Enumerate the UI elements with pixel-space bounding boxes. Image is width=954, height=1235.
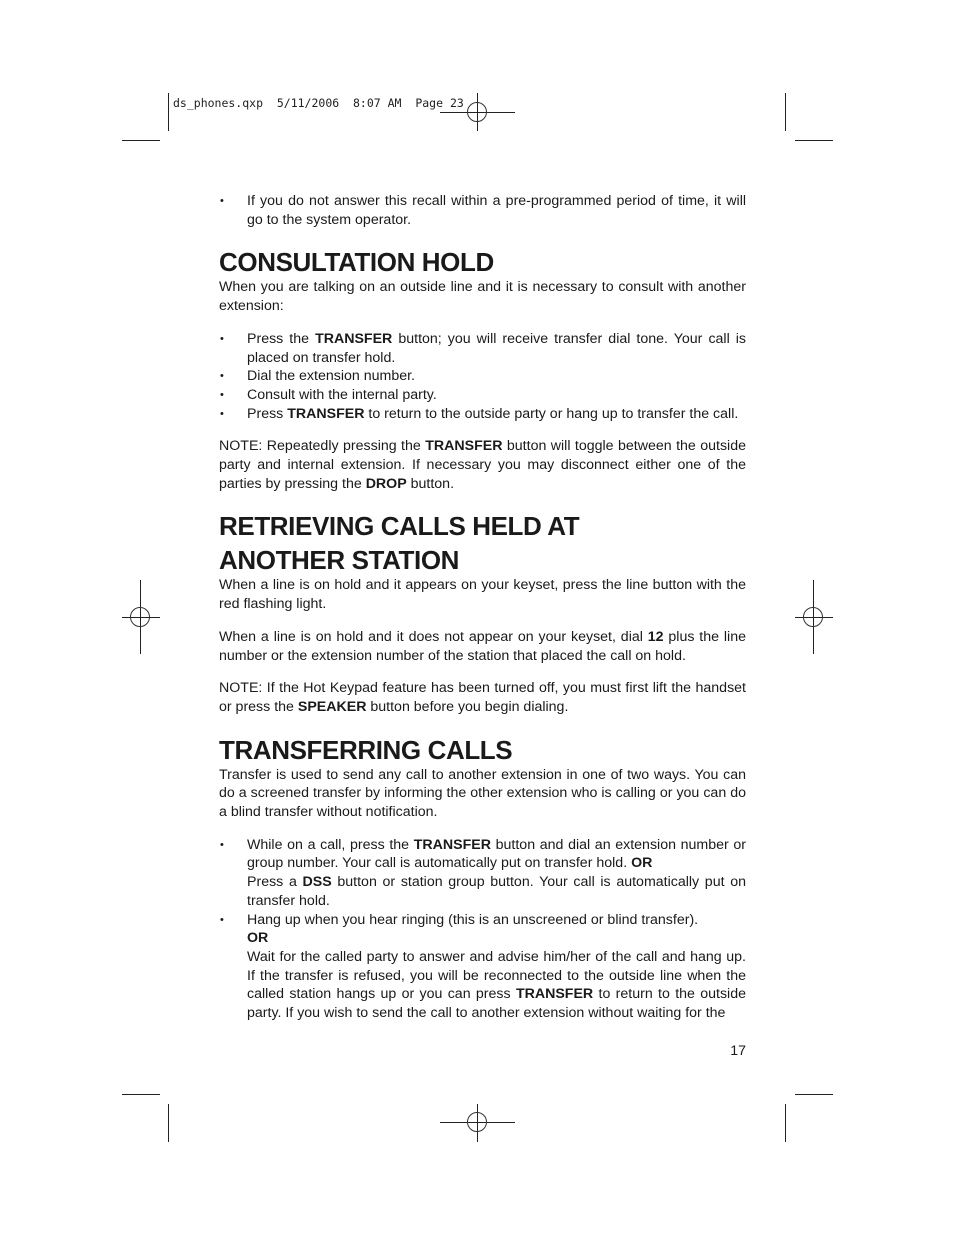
- crop-mark: [168, 93, 169, 131]
- intro-bullet-list: [219, 192, 746, 229]
- retrieving-p2: When a line is on hold and it does not appear on your keyset, dial 12 plus the line number or the extension number of the station that placed the call on hold.: [219, 628, 746, 664]
- list-item: • Hang up when you hear ringing (this is an unscreened or blind transfer). OR Wait for the called party to answer and advise him/her of the call and hang up. If the transfer is refused, you will be reconnected to the outside line when the called station hangs up or you can press TRANSFER to return to the outside party. If you wish to send the call to another extension without waiting for the: [219, 911, 746, 1023]
- registration-mark-circle: [803, 607, 823, 627]
- consultation-note: NOTE: Repeatedly pressing the TRANSFER button will toggle between the outside party and internal extension. If necessary you may disconnect either one of the parties by pressing the DROP button.: [219, 438, 746, 492]
- transferring-calls-heading: TRANSFERRING CALLS: [219, 734, 513, 765]
- registration-mark-circle: [467, 102, 487, 122]
- crop-mark: [122, 140, 160, 141]
- retrieving-calls-heading: RETRIEVING CALLS HELD AT ANOTHER STATION: [219, 511, 580, 576]
- crop-mark: [795, 140, 833, 141]
- consultation-intro: When you are talking on an outside line and it is necessary to consult with another extension:: [219, 279, 746, 315]
- retrieving-p1: When a line is on hold and it appears on your keyset, press the line button with the red flashing light.: [219, 577, 746, 613]
- transferring-steps: [219, 836, 746, 1023]
- consultation-steps: [219, 330, 746, 424]
- page-content: [219, 192, 746, 1023]
- crop-mark: [795, 1094, 833, 1095]
- registration-mark-circle: [130, 607, 150, 627]
- crop-mark: [168, 1104, 169, 1142]
- list-item: • Press the TRANSFER button; you will receive transfer dial tone. Your call is placed on transfer hold.: [219, 330, 746, 367]
- printer-slug: ds_phones.qxp 5/11/2006 8:07 AM Page 23: [173, 96, 464, 110]
- consultation-hold-heading: CONSULTATION HOLD: [219, 247, 494, 278]
- list-item: • Consult with the internal party.: [219, 386, 746, 405]
- crop-mark: [785, 1104, 786, 1142]
- list-item: • Press TRANSFER to return to the outside party or hang up to transfer the call.: [219, 405, 746, 424]
- retrieving-note: NOTE: If the Hot Keypad feature has been turned off, you must first lift the handset or press the SPEAKER button before you begin dialing.: [219, 680, 746, 715]
- list-item: • If you do not answer this recall within a pre-programmed period of time, it will go to the system operator.: [219, 192, 746, 229]
- list-item: • While on a call, press the TRANSFER button and dial an extension number or group number. Your call is automatically put on transfer hold. OR Press a DSS button or station group button. Your call is automatically put on transfer hold.: [219, 836, 746, 911]
- registration-mark-circle: [467, 1112, 487, 1132]
- page-number: 17: [730, 1043, 746, 1059]
- transferring-intro: Transfer is used to send any call to another extension in one of two ways. You can do a screened transfer by informing the other extension who is calling or you can do a blind transfer without notification.: [219, 766, 746, 821]
- list-item: • Dial the extension number.: [219, 367, 746, 386]
- crop-mark: [785, 93, 786, 131]
- crop-mark: [122, 1094, 160, 1095]
